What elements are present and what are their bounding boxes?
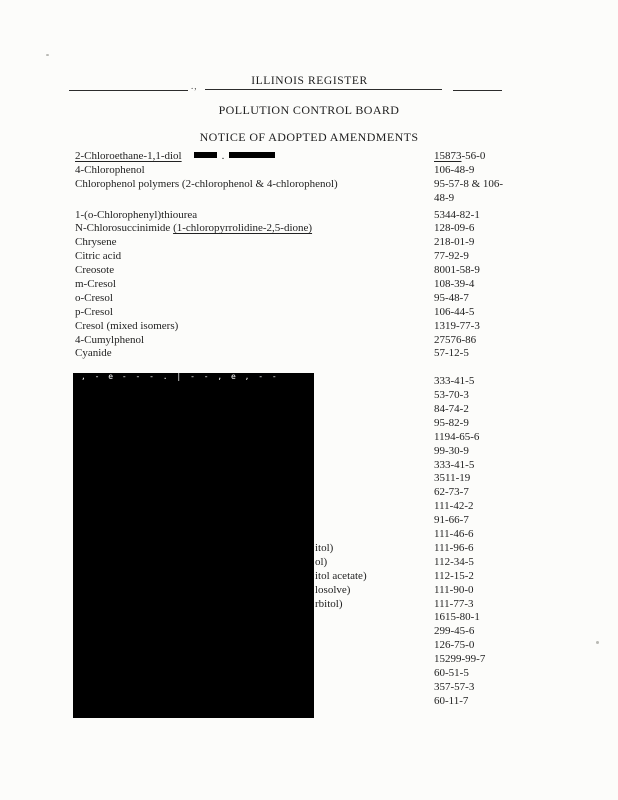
cas-number: 15299-99-7 xyxy=(434,653,486,666)
table-row xyxy=(75,150,605,164)
chemical-name: 1-(o-Chlorophenyl)thiourea xyxy=(75,208,198,221)
cas-number: 111-77-3 xyxy=(434,597,474,610)
table-row xyxy=(75,164,605,178)
cas-number: 48-9 xyxy=(434,191,455,204)
chemical-name: Cyanide xyxy=(75,347,112,360)
cas-number: 111-46-6 xyxy=(434,528,474,541)
scan-dot: . xyxy=(221,150,225,162)
cas-number: 1615-80-1 xyxy=(434,611,480,624)
chemical-name: N-Chlorosuccinimide (1-chloropyrrolidine-2,5-dione) xyxy=(75,222,313,235)
table-row xyxy=(75,178,605,192)
cas-number: 1194-65-6 xyxy=(434,430,480,443)
chemical-name: 2-Chloroethane-1,1-diol . xyxy=(75,150,275,164)
table-row xyxy=(75,347,605,361)
board-title: POLLUTION CONTROL BOARD xyxy=(218,103,400,117)
cas-number: 111-96-6 xyxy=(434,541,474,554)
chemical-name: o-Cresol xyxy=(75,291,113,304)
cas-number: 218-01-9 xyxy=(434,236,475,249)
cas-number: 84-74-2 xyxy=(434,403,469,416)
table-row xyxy=(75,250,605,264)
cas-number: 128-09-6 xyxy=(434,222,475,235)
cas-number: 91-66-7 xyxy=(434,514,469,527)
header-mark: ., xyxy=(191,81,198,91)
chemical-name: 4-Cumylphenol xyxy=(75,333,145,346)
scan-speck xyxy=(46,54,49,56)
cas-number: 111-42-2 xyxy=(434,500,474,513)
cas-number: 53-70-3 xyxy=(434,389,469,402)
cas-number: 27576-86 xyxy=(434,333,477,346)
page-title: ILLINOIS REGISTER xyxy=(205,75,442,90)
chemical-name: Chrysene xyxy=(75,236,117,249)
chemical-name: Cresol (mixed isomers) xyxy=(75,319,179,332)
cas-number: 62-73-7 xyxy=(434,486,469,499)
cas-number: 95-82-9 xyxy=(434,416,469,429)
cas-number: 8001-58-9 xyxy=(434,264,480,277)
redaction-bar xyxy=(194,152,217,158)
cas-number: 126-75-0 xyxy=(434,639,475,652)
chemical-name: Creosote xyxy=(75,264,115,277)
cas-number: 111-90-0 xyxy=(434,583,474,596)
chemical-name: 4-Chlorophenol xyxy=(75,163,145,176)
scan-speck xyxy=(596,641,599,644)
cas-number: 112-34-5 xyxy=(434,555,474,568)
chemical-name-fragment: losolve) xyxy=(315,583,351,596)
cas-number: 106-48-9 xyxy=(434,163,475,176)
cas-number: 77-92-9 xyxy=(434,250,469,263)
chemical-name: Citric acid xyxy=(75,250,122,263)
redaction-box xyxy=(73,373,314,718)
table-row xyxy=(75,334,605,348)
table-row xyxy=(75,278,605,292)
table-row xyxy=(75,236,605,250)
cas-number: 60-51-5 xyxy=(434,666,469,679)
cas-number: 57-12-5 xyxy=(434,347,469,360)
cas-number: 95-57-8 & 106- xyxy=(434,177,504,190)
cas-number: 15873-56-0 xyxy=(434,150,486,162)
redaction-bar xyxy=(229,152,275,158)
chemical-name-fragment: ol) xyxy=(315,555,328,568)
chemical-name-fragment: itol acetate) xyxy=(315,569,367,582)
table-row xyxy=(75,292,605,306)
chemical-name-fragment: itol) xyxy=(315,541,334,554)
cas-number: 333-41-5 xyxy=(434,375,475,388)
table-row xyxy=(75,264,605,278)
cas-number: 99-30-9 xyxy=(434,444,469,457)
cas-number: 1319-77-3 xyxy=(434,319,480,332)
cas-number: 3511-19 xyxy=(434,472,471,485)
chemical-name: p-Cresol xyxy=(75,305,113,318)
cas-number: 5344-82-1 xyxy=(434,208,480,221)
cas-number: 112-15-2 xyxy=(434,569,474,582)
table-row xyxy=(75,209,605,223)
notice-title: NOTICE OF ADOPTED AMENDMENTS xyxy=(199,130,419,144)
cas-number: 106-44-5 xyxy=(434,305,475,318)
header-rule-right xyxy=(453,90,502,91)
table-row xyxy=(75,306,605,320)
cas-number: 108-39-4 xyxy=(434,278,475,291)
chemical-name: Chlorophenol polymers (2-chlorophenol & 4-chlorophenol) xyxy=(75,177,338,190)
table-row xyxy=(75,192,605,206)
table-row xyxy=(75,222,605,236)
cas-number: 333-41-5 xyxy=(434,458,475,471)
redaction-speckles: , - e - - - . | - - , e , - - xyxy=(81,372,279,381)
chemical-name: m-Cresol xyxy=(75,278,116,291)
cas-number: 357-57-3 xyxy=(434,680,475,693)
chemical-name-fragment: rbitol) xyxy=(315,597,343,610)
table-row xyxy=(75,320,605,334)
cas-number: 95-48-7 xyxy=(434,291,469,304)
cas-number: 299-45-6 xyxy=(434,625,475,638)
header-rule-left xyxy=(69,90,188,91)
cas-number: 60-11-7 xyxy=(434,694,469,707)
